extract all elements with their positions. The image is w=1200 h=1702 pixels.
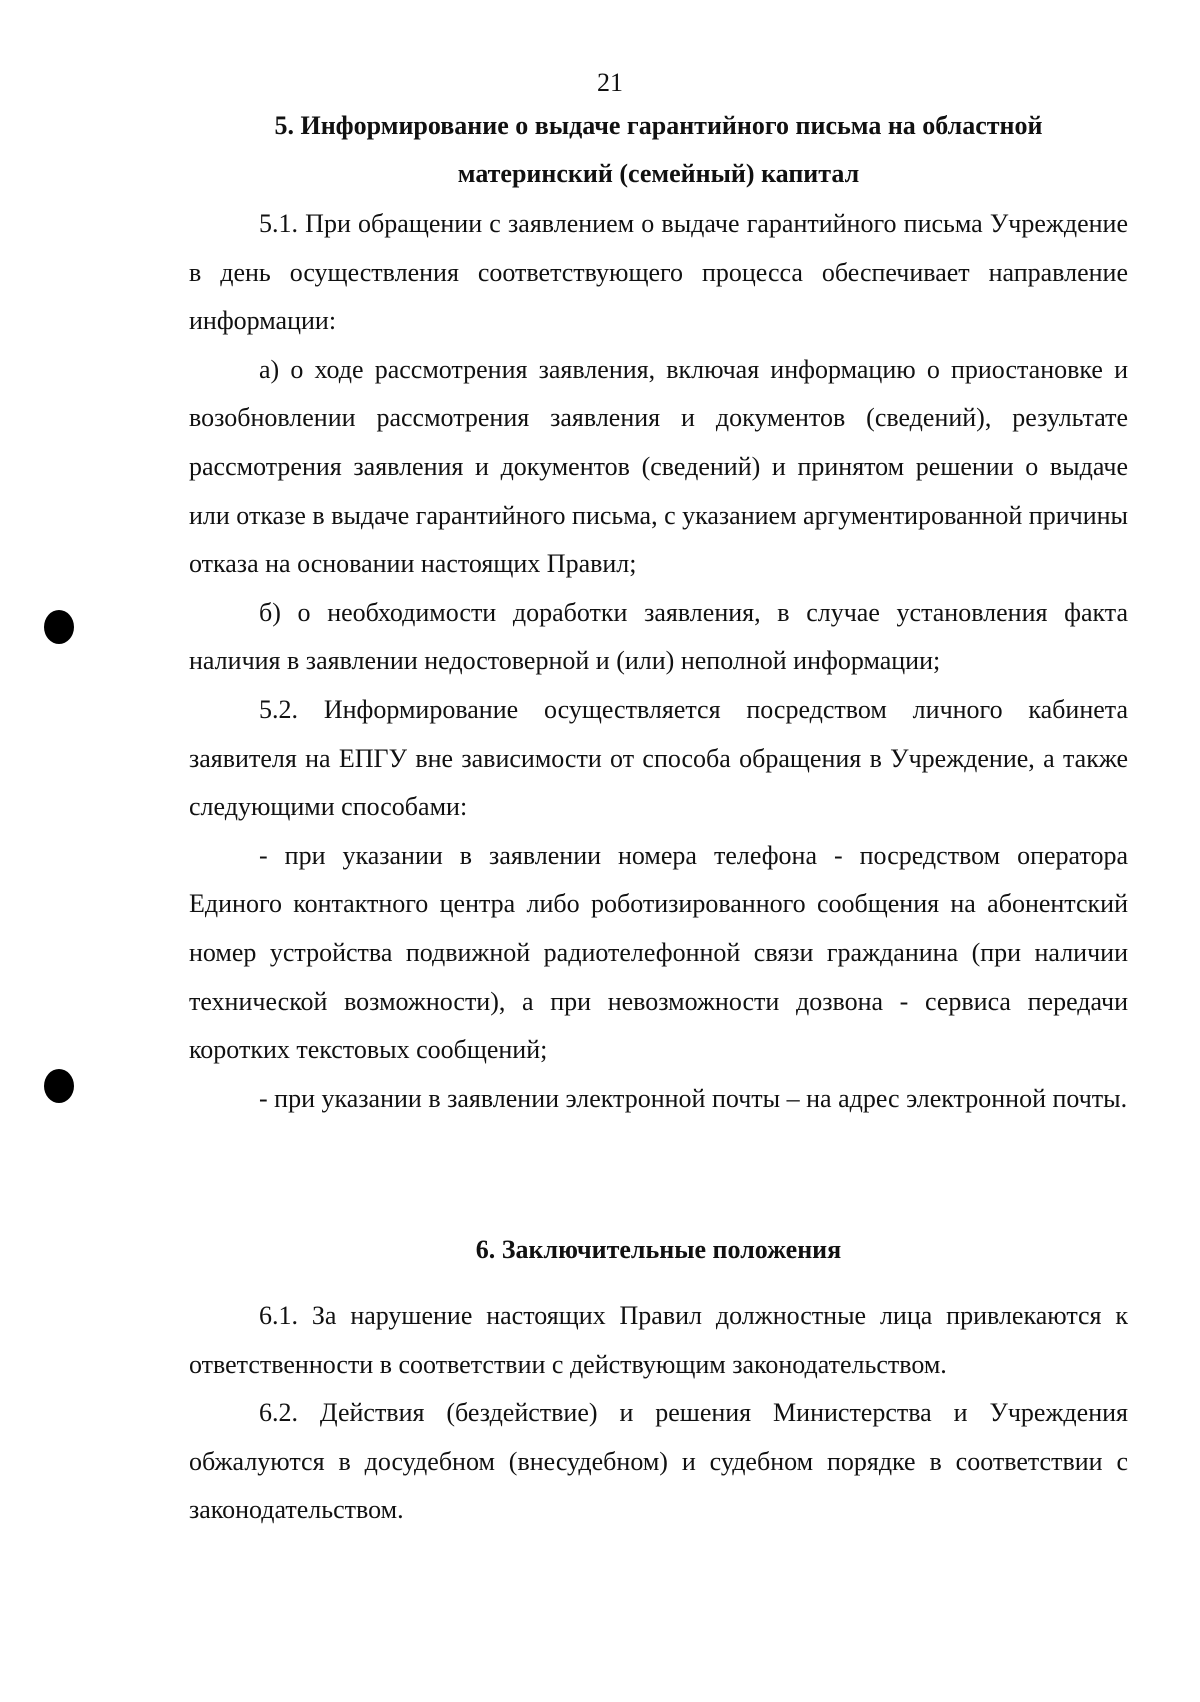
paragraph-5-1-a: а) о ходе рассмотрения заявления, включая информацию о приостановке и возобновлении рассмотрения заявления и документов (сведений), результате рассмотрения заявления и документов (сведений) и принятом решении о выдаче или отказе в выдаче гарантийного письма, с указанием аргументированной причины отказа на основании настоящих Правил; [189,354,1129,579]
paragraph-5-2-email: - при указании в заявлении электронной почты – на адрес электронной почты. [259,1083,1128,1113]
punch-hole-mark [44,610,74,644]
section-5-heading-line-1: 5. Информирование о выдаче гарантийного письма на областной [274,111,1043,140]
punch-hole-mark [44,1069,74,1103]
paragraph-6-2: 6.2. Действия (бездействие) и решения Министерства и Учреждения обжалуются в досудебном (внесудебном) и судебном порядке в соответствии с законодательством. [189,1398,1128,1525]
paragraph-5-2-phone: - при указании в заявлении номера телефона - посредством оператора Единого контактного центра либо роботизированного сообщения на абонентский номер устройства подвижной радиотелефонной связи гражданина (при наличии технической возможности), а при невозможности дозвона - сервиса передачи коротких текстовых сообщений; [189,840,1128,1065]
paragraph-6-1: 6.1. За нарушение настоящих Правил должностные лица привлекаются к ответственности в соответствии с действующим законодательством. [189,1301,1128,1379]
paragraph-5-1-b: б) о необходимости доработки заявления, в случае установления факта наличия в заявлении недостоверной и (или) неполной информации; [189,597,1128,676]
paragraph-5-2: 5.2. Информирование осуществляется посредством личного кабинета заявителя на ЕПГУ вне зависимости от способа обращения в Учреждение, а также следующими способами: [189,694,1128,822]
section-6-heading: 6. Заключительные положения [475,1235,842,1264]
section-5-body [189,200,1128,1123]
page-number: 21 [597,68,623,97]
section-6-body [189,1292,1128,1535]
paragraph-5-1: 5.1. При обращении с заявлением о выдаче гарантийного письма Учреждение в день осуществления соответствующего процесса обеспечивает направление информации: [189,209,1128,336]
section-5-heading-line-2: материнский (семейный) капитал [457,159,860,188]
